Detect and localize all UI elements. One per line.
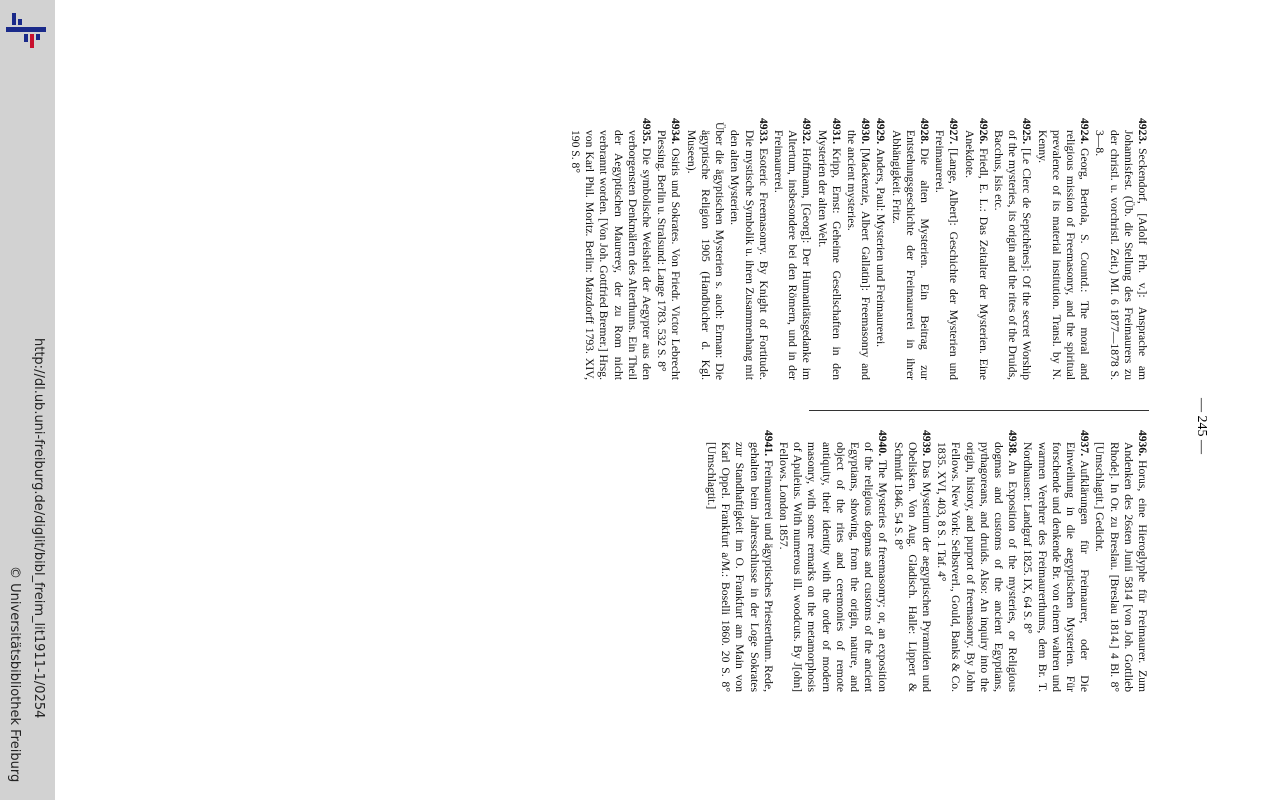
entry-number: 4929. bbox=[874, 118, 888, 145]
entry-text: Georg, Bertola, S. Countd.: The moral and religious mission of Freemasonry, and the spiritual prevalence of its material institution. Transl. by N. Kenny. bbox=[1035, 130, 1092, 380]
entry-text: Horus, eine Hieroglyphe für Freimaurer. Zum Andenken des 26sten Junii 5814 [von Joh. Gottlieb Rhode]. In Or. zu Breslau. [Breslau 1814.] 4 Bl. 8° [Umschlagtit.] Gedicht. bbox=[1093, 442, 1149, 692]
entry-number: 4937. bbox=[1078, 430, 1092, 457]
bibliography-entry bbox=[704, 430, 775, 692]
document-url[interactable]: http://dl.ub.uni-freiburg.de/diglit/bibl_freim_lit1911-1/0254 bbox=[31, 338, 46, 719]
bibliography-entry bbox=[888, 118, 931, 380]
copyright-notice: © Universitätsbibliothek Freiburg bbox=[7, 566, 22, 783]
bibliography-entry bbox=[932, 118, 960, 380]
bibliography-entry bbox=[1034, 118, 1091, 380]
entry-text: [Lange, Albert]: Geschichte der Mysterien und Freimaurerei. bbox=[933, 130, 961, 380]
bibliography-entry bbox=[890, 430, 933, 692]
entry-text: Esoteric Freemasonry. By Knight of Fortitude. Die mystische Symbolik u. ihren Zusammenhang mit den alten Mysterien. bbox=[728, 130, 770, 380]
bibliography-entry bbox=[1092, 430, 1149, 692]
entry-number: 4941. bbox=[761, 430, 775, 457]
bibliography-entry bbox=[991, 118, 1034, 380]
bibliography-entry bbox=[776, 430, 890, 692]
bibliography-entry bbox=[814, 118, 842, 380]
entry-text: Friedl, E. L.: Das Zeitalter der Mysterien. Eine Anekdote. bbox=[962, 130, 990, 380]
entry-number: 4925. bbox=[1020, 118, 1034, 145]
entry-text: [Le Clerc de Septchênes]: Of the secret Worship of the mysteries, its origin and the rites of the Druids, Bacchus, Isis etc. bbox=[991, 130, 1034, 380]
entry-text: Hoffmann, [Georg]: Der Humanitätsgedanke im Altertum, insbesondere bei den Römern, und in der Freimaurerei. bbox=[771, 130, 814, 380]
entry-text: [Mackenzie, Albert Gallatin]: Freemasonry and the ancient mysteries. bbox=[844, 130, 873, 380]
bibliography-entry bbox=[961, 118, 989, 380]
bibliography-entry bbox=[1020, 430, 1091, 692]
entry-number: 4938. bbox=[1006, 430, 1020, 457]
entry-number: 4934. bbox=[669, 118, 683, 145]
entry-number: 4932. bbox=[800, 118, 814, 145]
bibliography-entry bbox=[873, 118, 887, 380]
entry-text: Freimaurerei und ägyptisches Priesterthum. Rede, gehalten beim Jahresschlusse in der Loge Sokrates zur Standhaftigkeit im O. Frankfurt am Main von Karl Oppel. Frankfurt a/M.: Boselli 1860. 20 S. 8° [Umschlagtit.] bbox=[704, 442, 775, 692]
bibliography-entry bbox=[654, 118, 682, 380]
entry-text: Seckendorf, [Adolf Frh. v.]: Ansprache am Johannisfest. (Üb. die Stellung des Freimaurers zu der christl. u. vorchristl. Zeit.) MI. 6 1877—1878 S. 3—8. bbox=[1093, 130, 1149, 380]
entry-number: 4931. bbox=[829, 118, 843, 145]
entry-text: Aufklärungen für Freimaurer, oder Die Einweihung in die aegyptischen Mysterien. Für forschende und denkende Br. von einem wahren und warmen Verehrer des Freimaurerthums, dem Br. T. Nordhausen: Landgraf 1825. IX, 64 S. 8° bbox=[1021, 442, 1092, 692]
entry-text: An Exposition of the mysteries, or Religious dogmas and customs of the ancient Egyptians, pythagoreans, and druids. Also: An inquiry into the origin, history, and purport of freemasonry. By John Fellows. New York: Selbstverl., Gould, Banks & Co. 1835. XVI, 403, 8 S. 1 Taf. 4° bbox=[935, 442, 1020, 692]
entry-text: Osiris und Sokrates. Von Friedr. Victor Lebrecht Plessing. Berlin u. Stralsund: Lange 1783. 532 S. 8° bbox=[655, 130, 683, 380]
entry-text: Die symbolische Weisheit der Aegypter aus den verborgensten Denkmälern des Alterthums. Ein Theil der Aegyptischen Maurerey, der zu Rom nicht verbrannt worden. [Von Joh. Gottfried Bremer.] Hrsg. von Karl Phil. Moritz. Berlin: Matzdorff 1793. XIV, 190 S. 8° bbox=[569, 130, 654, 380]
viewer-sidebar bbox=[0, 0, 55, 800]
entry-number: 4936. bbox=[1136, 430, 1149, 457]
entry-number: 4923. bbox=[1136, 118, 1149, 145]
entry-text: Die alten Mysterien. Ein Beitrag zur Entstehungsgeschichte der Freimaurerei in ihrer Abhängigkeit. Fritz. bbox=[889, 130, 931, 380]
bibliography-entry bbox=[844, 118, 872, 380]
entry-number: 4939. bbox=[919, 430, 933, 457]
entry-number: 4928. bbox=[917, 118, 931, 145]
bibliography-entry bbox=[771, 118, 814, 380]
entry-number: 4940. bbox=[876, 430, 890, 457]
entry-number: 4924. bbox=[1078, 118, 1092, 145]
bibliography-entry bbox=[568, 118, 653, 380]
entry-text: The Mysteries of freemasonry; or, an exposition of the religious dogmas and customs of the ancient Egyptians, showing, from the origin, nature, and object of the rites and ceremonies of remote antiquity, their identity with the order of modern masonry, with some remarks on the metamorphosis of Apuleius. With numerous ill. woodcuts. By J[ohn] Fellows. London 1857. bbox=[776, 442, 890, 692]
left-column bbox=[569, 118, 1149, 380]
column-divider bbox=[809, 410, 1149, 411]
entry-text: Anders, Paul: Mysterien und Freimaurerei. bbox=[874, 148, 888, 348]
page-content bbox=[249, 118, 1209, 692]
university-logo-icon[interactable] bbox=[4, 9, 48, 51]
right-column bbox=[704, 430, 1149, 692]
bibliography-entry bbox=[934, 430, 1019, 692]
entry-number: 4926. bbox=[976, 118, 990, 145]
bibliography-entry bbox=[1092, 118, 1149, 380]
bibliography-entry bbox=[684, 118, 727, 380]
bibliography-entry bbox=[727, 118, 770, 380]
entry-number: 4935. bbox=[640, 118, 654, 145]
scanned-page bbox=[58, 0, 1281, 800]
entry-number: 4927. bbox=[947, 118, 961, 145]
entry-number: 4933. bbox=[756, 118, 770, 145]
page-number: — 245 — bbox=[1194, 398, 1209, 454]
entry-text: Kripp, Ernst: Geheime Gesellschaften in den Mysterien der alten Welt. bbox=[815, 130, 843, 380]
entry-text: Über die ägyptischen Mysterien s. auch: Erman: Die ägyptische Religion 1905 (Handbücher d. Kgl. Museen). bbox=[684, 122, 727, 380]
entry-text: Das Mysterium der aegyptischen Pyramiden und Obelisken. Von Aug. Gladisch. Halle: Lippert & Schmidt 1846. 54 S. 8° bbox=[891, 442, 933, 692]
entry-number: 4930. bbox=[859, 118, 873, 145]
